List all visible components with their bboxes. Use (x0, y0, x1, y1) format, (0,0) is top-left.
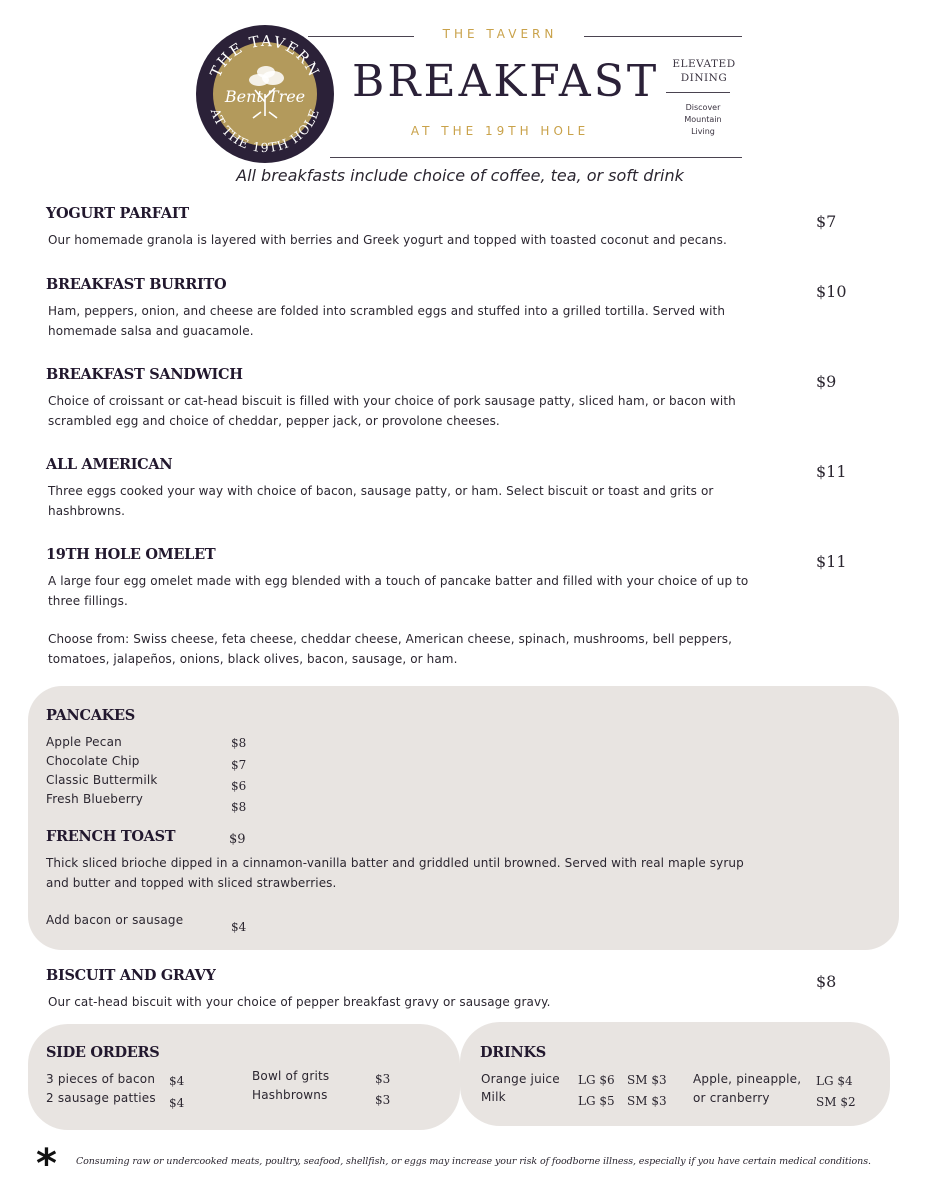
pancake-price: $7 (231, 758, 247, 772)
item-price-omelet: $11 (816, 552, 847, 571)
desc-line: Three eggs cooked your way with choice of bacon, sausage patty, or ham. Select biscuit or toast and grits or (48, 484, 714, 498)
header-rule-top-left (308, 36, 414, 37)
item-title-burrito: BREAKFAST BURRITO (46, 276, 227, 293)
pancakes-title: PANCAKES (46, 707, 135, 724)
addon-label: Add bacon or sausage (46, 913, 184, 927)
drink-name: Orange juice (481, 1072, 560, 1086)
omelet-fillings (48, 630, 732, 669)
side-item: 3 pieces of bacon (46, 1072, 156, 1086)
item-desc-parfait: Our homemade granola is layered with berries and Greek yogurt and topped with toasted coconut and pecans. (48, 233, 727, 247)
page-title: BREAKFAST (352, 56, 660, 107)
french-toast-desc (46, 854, 744, 893)
drink-price-lg: LG $6 (578, 1073, 615, 1087)
side-item: Hashbrowns (252, 1088, 328, 1102)
drink-name: Apple, pineapple, (693, 1072, 802, 1086)
desc-line: homemade salsa and guacamole. (48, 323, 254, 338)
desc-line: three fillings. (48, 593, 128, 608)
item-title-sandwich: BREAKFAST SANDWICH (46, 366, 243, 383)
drink-price-lg: LG $4 (816, 1074, 853, 1088)
discover-line: Discover (685, 103, 721, 112)
logo-bottom-text: AT THE 19TH HOLE (207, 106, 323, 156)
tagline-top: THE TAVERN (442, 27, 558, 41)
mountain-line: Mountain (684, 115, 722, 124)
item-title-omelet: 19TH HOLE OMELET (46, 546, 216, 563)
asterisk-icon: * (36, 1141, 57, 1187)
pancake-price: $6 (231, 779, 247, 793)
elevated-line: ELEVATED (672, 58, 736, 70)
pancake-price: $8 (231, 736, 247, 750)
item-desc-omelet (48, 572, 748, 611)
desc-line: tomatoes, jalapeños, onions, black olives, bacon, sausage, or ham. (48, 651, 458, 666)
drinks-title: DRINKS (480, 1044, 546, 1061)
item-title-american: ALL AMERICAN (46, 456, 173, 473)
header-rule-bottom (330, 157, 742, 158)
living-line: Living (691, 127, 715, 136)
desc-line: Ham, peppers, onion, and cheese are folded into scrambled eggs and stuffed into a grilled tortilla. Served with (48, 304, 726, 318)
pancake-name: Chocolate Chip (46, 754, 140, 768)
drink-name: Milk (481, 1090, 506, 1104)
item-desc-american (48, 482, 713, 521)
side-item: 2 sausage patties (46, 1091, 156, 1105)
side-price: $4 (169, 1074, 185, 1088)
item-price-burrito: $10 (816, 282, 847, 301)
discover-tagline (670, 102, 736, 138)
drink-price-lg: LG $5 (578, 1094, 615, 1108)
page-subtitle: All breakfasts include choice of coffee, tea, or soft drink (236, 166, 684, 185)
drink-name: or cranberry (693, 1091, 770, 1105)
pancake-name: Apple Pecan (46, 735, 122, 749)
side-price: $4 (169, 1096, 185, 1110)
pancake-price: $8 (231, 800, 247, 814)
desc-line: and butter and topped with sliced strawberries. (46, 875, 337, 890)
elevated-dining (666, 57, 742, 85)
desc-line: A large four egg omelet made with egg blended with a touch of pancake batter and filled with your choice of up to (48, 574, 749, 588)
drink-price-sm: SM $2 (816, 1095, 856, 1109)
logo-center-text: Bent Tree (224, 87, 306, 106)
item-desc-biscuit: Our cat-head biscuit with your choice of pepper breakfast gravy or sausage gravy. (48, 995, 551, 1009)
item-desc-sandwich (48, 392, 736, 431)
logo-top-text: THE TAVERN (206, 31, 324, 81)
pancakes-panel (28, 686, 899, 950)
pancake-name: Classic Buttermilk (46, 773, 158, 787)
item-title-biscuit: BISCUIT AND GRAVY (46, 967, 216, 984)
item-title-parfait: YOGURT PARFAIT (46, 205, 189, 222)
side-orders-title: SIDE ORDERS (46, 1044, 160, 1061)
drink-price-sm: SM $3 (627, 1073, 667, 1087)
french-toast-title: FRENCH TOAST (46, 828, 176, 845)
side-rule (666, 92, 730, 93)
bent-tree-logo (195, 24, 335, 164)
drink-price-sm: SM $3 (627, 1094, 667, 1108)
side-price: $3 (375, 1072, 391, 1086)
dining-line: DINING (680, 72, 728, 84)
item-price-parfait: $7 (816, 212, 837, 231)
header-rule-top-right (584, 36, 742, 37)
tagline-bottom: AT THE 19TH HOLE (410, 124, 590, 138)
addon-price: $4 (231, 920, 247, 934)
item-price-biscuit: $8 (816, 972, 837, 991)
desc-line: Thick sliced brioche dipped in a cinnamon-vanilla batter and griddled until browned. Served with real maple syrup (46, 856, 744, 870)
pancake-name: Fresh Blueberry (46, 792, 144, 806)
desc-line: Choice of croissant or cat-head biscuit is filled with your choice of pork sausage patty, sliced ham, or bacon with (48, 394, 736, 408)
desc-line: Choose from: Swiss cheese, feta cheese, cheddar cheese, American cheese, spinach, mushrooms, bell peppers, (48, 632, 733, 646)
french-toast-price: $9 (229, 832, 246, 847)
desc-line: hashbrowns. (48, 503, 126, 518)
item-desc-burrito (48, 302, 725, 341)
disclaimer: Consuming raw or undercooked meats, poultry, seafood, shellfish, or eggs may increase your risk of foodborne illness, especially if you have certain medical conditions. (76, 1156, 871, 1167)
item-price-american: $11 (816, 462, 847, 481)
desc-line: scrambled egg and choice of cheddar, pepper jack, or provolone cheeses. (48, 413, 500, 428)
side-item: Bowl of grits (252, 1069, 330, 1083)
side-price: $3 (375, 1093, 391, 1107)
item-price-sandwich: $9 (816, 372, 837, 391)
